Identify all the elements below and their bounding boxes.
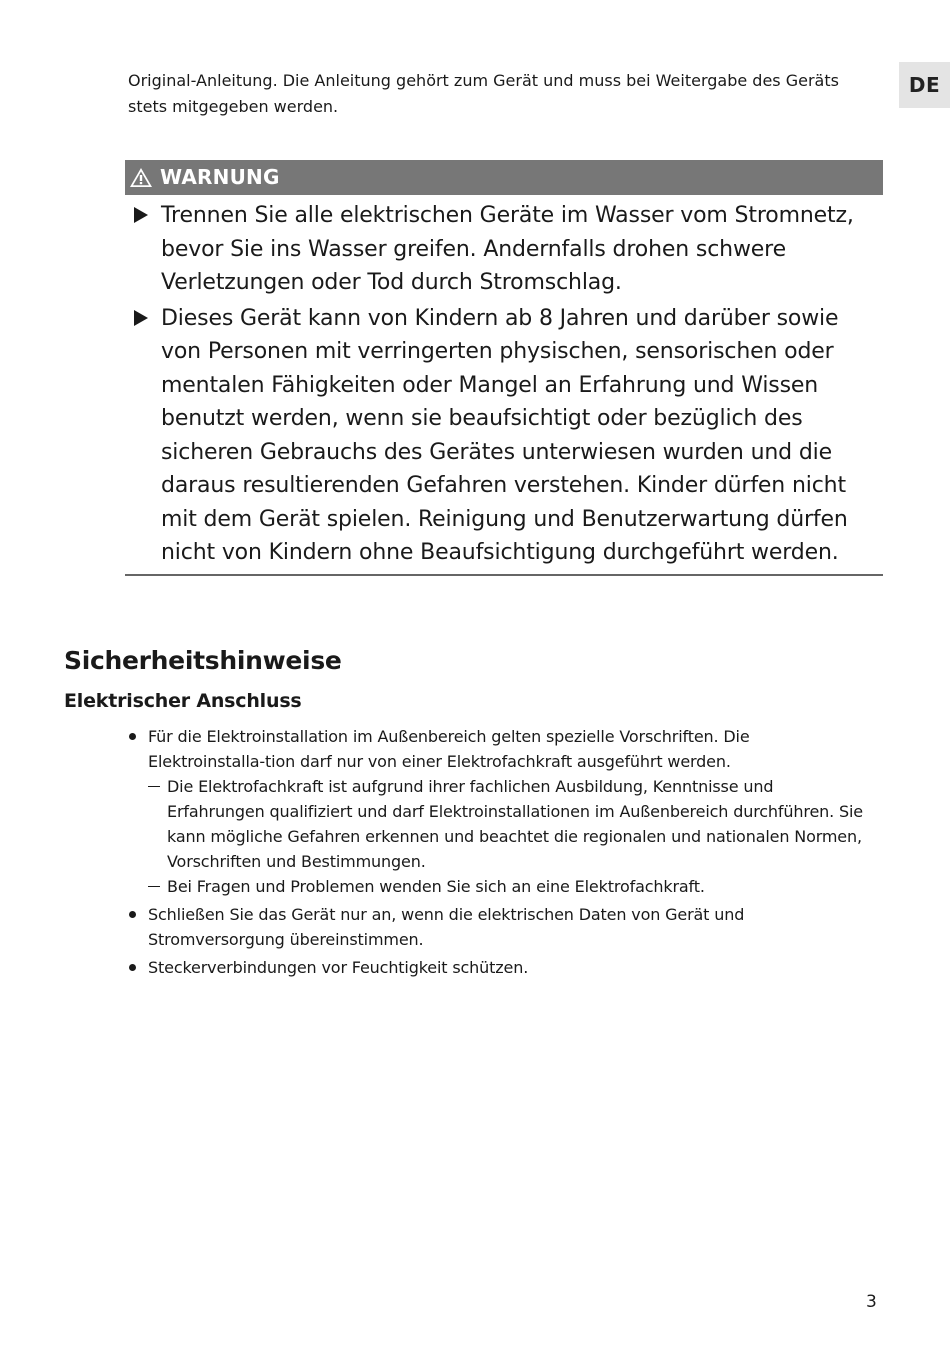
warning-item [125,199,883,300]
warning-triangle-icon [129,167,153,188]
dash-icon [148,886,160,887]
bullet-list [128,724,868,983]
warning-title: WARNUNG [160,165,280,189]
bullet-dot-icon [129,733,136,740]
intro-text: Original-Anleitung. Die Anleitung gehört zum Gerät und muss bei Weitergabe des Geräts stets mitgegeben werden. [128,71,839,116]
warning-box [125,160,883,576]
bullet-dot-icon [129,911,136,918]
warning-list [125,195,883,570]
warning-bottom-rule [125,574,883,576]
bullet-text: Schließen Sie das Gerät nur an, wenn die elektrischen Daten von Gerät und Stromversorgung übereinstimmen. [148,905,745,949]
arrow-right-icon [134,310,148,326]
warning-item-text: Dieses Gerät kann von Kindern ab 8 Jahren und darüber sowie von Personen mit verringerten physischen, sensorischen oder mentalen Fähigkeiten oder Mangel an Erfahrung und Wissen benutzt werden, wenn sie beaufsichtigt oder bezüglich des sicheren Gebrauchs des Gerätes unterwiesen wurden und die daraus resultierenden Gefahren verstehen. Kinder dürfen nicht mit dem Gerät spielen. Reinigung und Benutzerwartung dürfen nicht von Kindern ohne Beaufsichtigung durchgeführt werden. [161,305,848,565]
bullet-text: Steckerverbindungen vor Feuchtigkeit schützen. [148,958,529,977]
arrow-right-icon [134,207,148,223]
section-title: Sicherheitshinweise [64,646,342,675]
warning-header [125,160,883,195]
bullet-dot-icon [129,964,136,971]
bullet-item [128,902,868,952]
bullet-item [128,724,868,899]
bullet-text: Für die Elektroinstallation im Außenbereich gelten spezielle Vorschriften. Die Elektroinstalla-tion darf nur von einer Elektrofachkraft ausgeführt werden. [148,727,750,771]
bullet-item [128,955,868,980]
dash-icon [148,786,160,787]
warning-item [125,302,883,570]
sub-item [148,774,868,874]
language-tab: DE [899,62,950,108]
sub-list [148,774,868,899]
sub-item-text: Die Elektrofachkraft ist aufgrund ihrer fachlichen Ausbildung, Kenntnisse und Erfahrungen qualifiziert und darf Elektroinstallationen im Außenbereich durchführen. Sie kann mögliche Gefahren erkennen und beachtet die regionalen und nationalen Normen, Vorschriften und Bestimmungen. [167,777,864,871]
sub-item-text: Bei Fragen und Problemen wenden Sie sich an eine Elektrofachkraft. [167,877,705,896]
page-number: 3 [866,1292,877,1312]
subsection-title: Elektrischer Anschluss [64,690,302,712]
sub-item [148,874,868,899]
warning-item-text: Trennen Sie alle elektrischen Geräte im Wasser vom Stromnetz, bevor Sie ins Wasser greifen. Andernfalls drohen schwere Verletzungen oder Tod durch Stromschlag. [161,203,854,295]
